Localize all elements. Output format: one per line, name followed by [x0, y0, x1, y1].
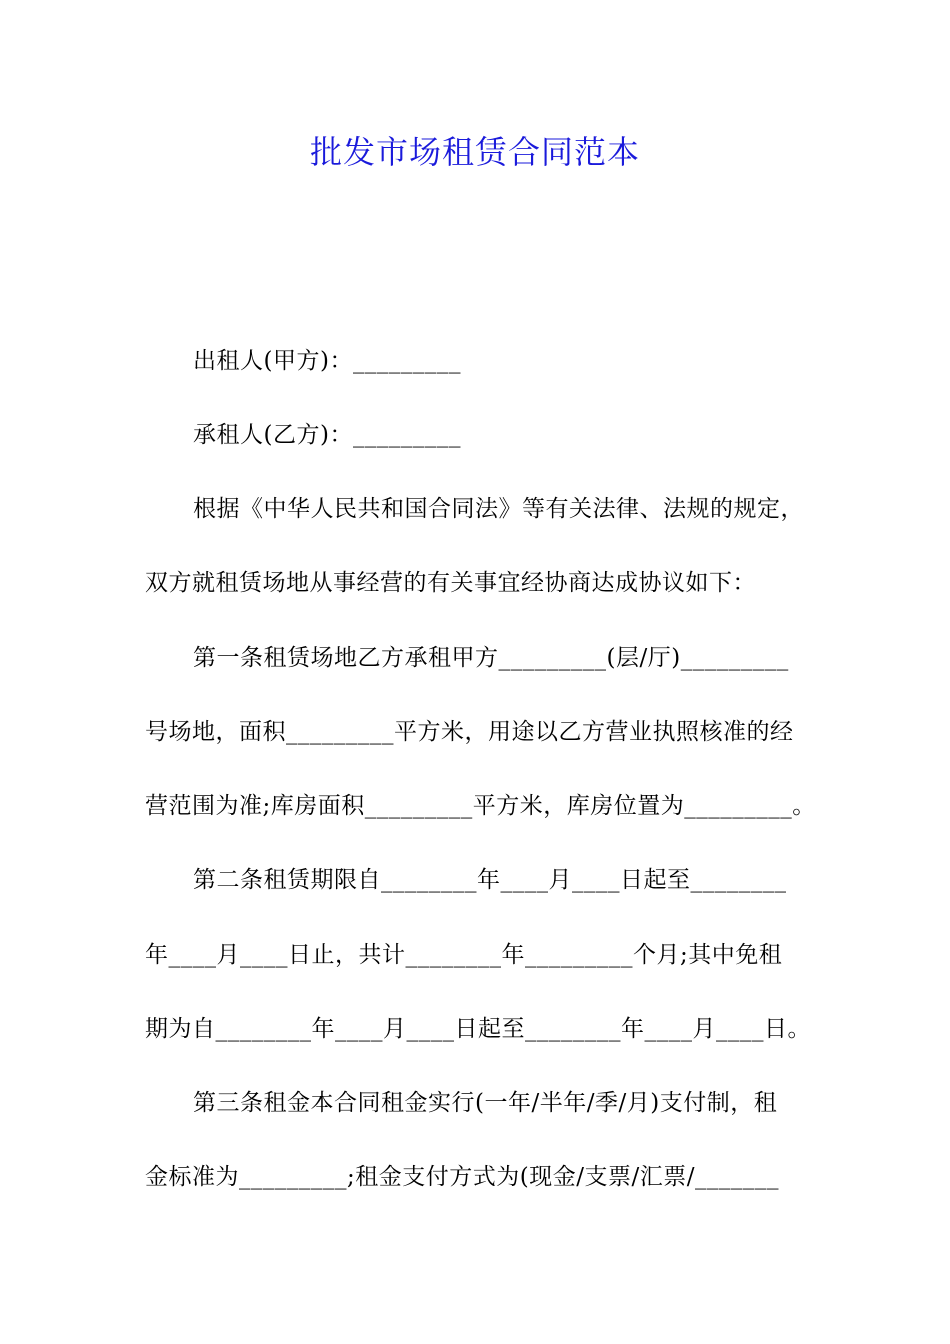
article-3-line-2: 金标准为_________;租金支付方式为(现金/支票/汇票/_______	[145, 1164, 779, 1190]
preamble-line-2: 双方就租赁场地从事经营的有关事宜经协商达成协议如下：	[145, 570, 756, 596]
preamble-line-1: 根据《中华人民共和国合同法》等有关法律、法规的规定，	[193, 496, 804, 522]
document-title: 批发市场租赁合同范本	[309, 133, 640, 171]
article-1-line-2: 号场地，面积_________平方米，用途以乙方营业执照核准的经	[145, 719, 794, 745]
article-2-line-2: 年____月____日止，共计________年_________个月;其中免租	[145, 942, 783, 968]
article-2-line-1: 第二条租赁期限自________年____月____日起至________	[193, 867, 787, 893]
article-1-line-1: 第一条租赁场地乙方承租甲方_________(层/厅)_________	[193, 645, 789, 671]
article-3-line-1: 第三条租金本合同租金实行(一年/半年/季/月)支付制，租	[193, 1090, 778, 1116]
article-2-line-3: 期为自________年____月____日起至________年____月____日。	[145, 1016, 811, 1042]
lessor-line: 出租人(甲方)：_________	[193, 348, 461, 374]
lessee-line: 承租人(乙方)：_________	[193, 422, 461, 448]
article-1-line-3: 营范围为准;库房面积_________平方米，库房位置为_________。	[145, 793, 816, 819]
